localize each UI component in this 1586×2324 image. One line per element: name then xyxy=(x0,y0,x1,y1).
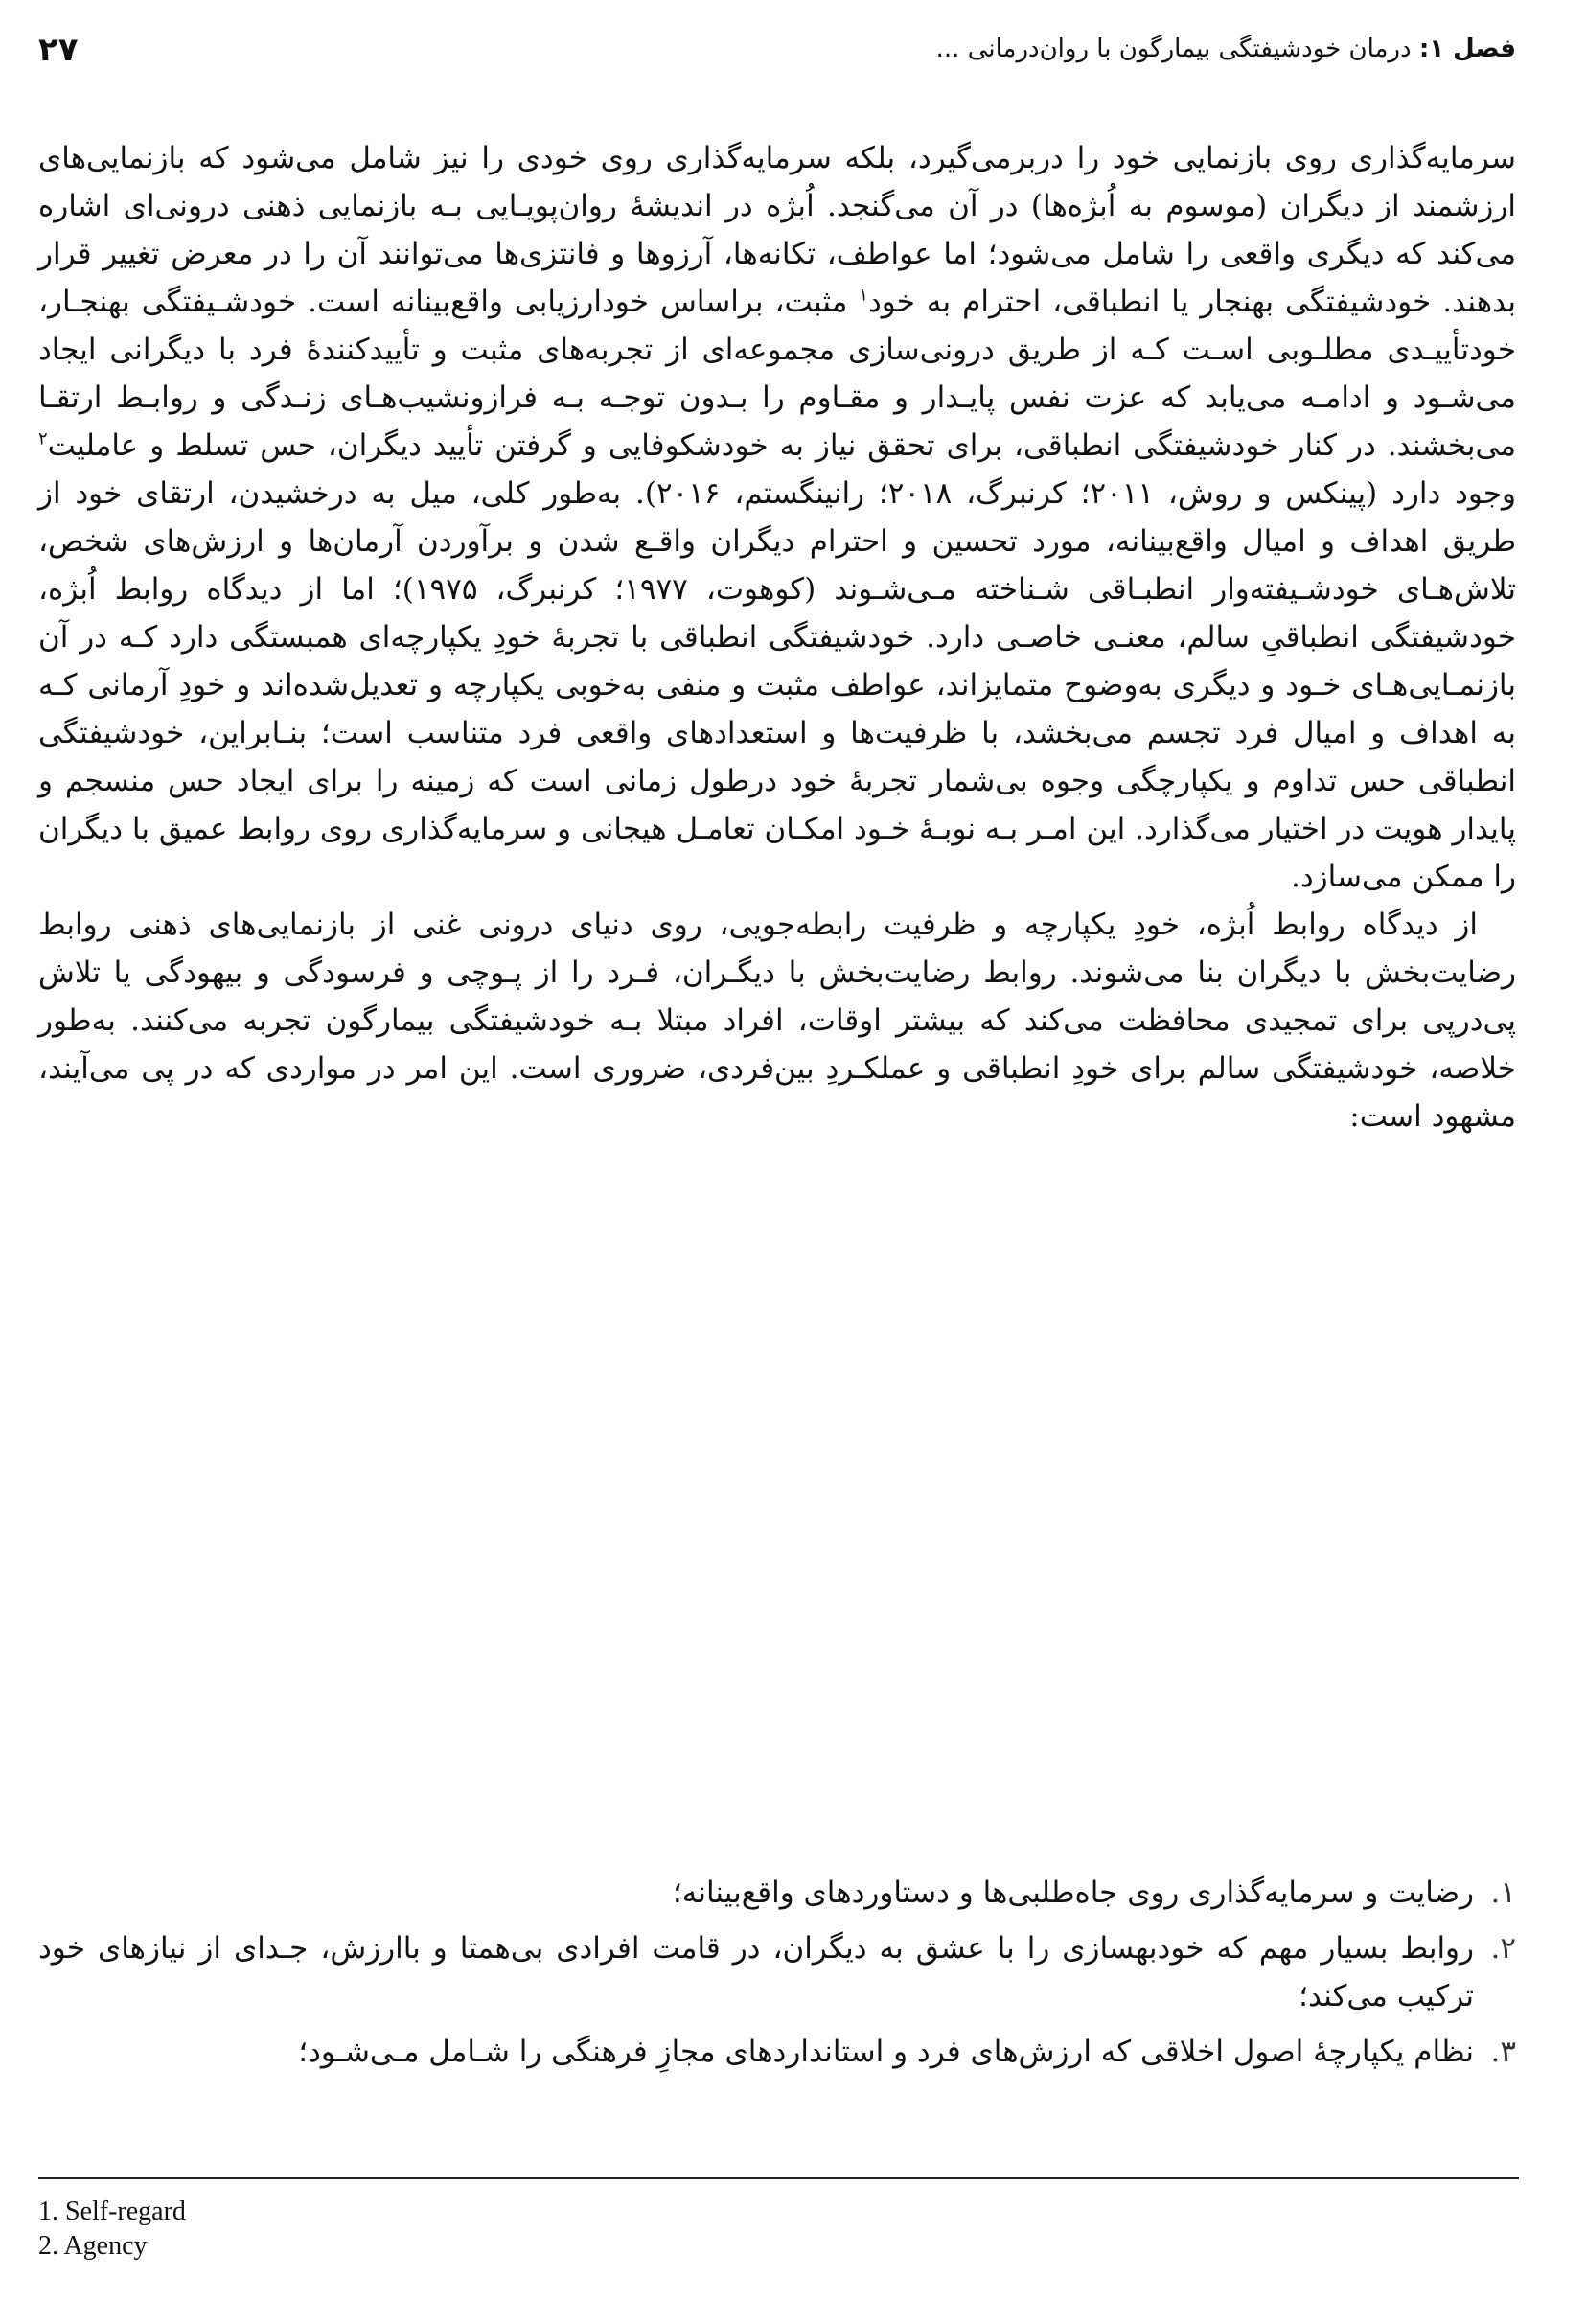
footnotes xyxy=(38,2195,805,2264)
chapter-title: درمان خودشیفتگی بیمارگون با روان‌درمانی ... xyxy=(935,35,1419,63)
footnote-2: 2. Agency xyxy=(38,2231,148,2261)
list-item-number: ۳. xyxy=(1490,2035,1516,2069)
list-item-text: روابط بسیار مهم که خودبهسازی را با عشق به دیگران، در قامت افرادی بی‌همتا و باارزش، جـدای از نیازهای خود ترکیب می‌کند؛ xyxy=(38,1931,1474,2013)
footnote-ref-1: ۱ xyxy=(859,285,868,306)
page-number: ۲۷ xyxy=(38,31,79,69)
list-item xyxy=(38,1924,1516,2020)
paragraph-1-part-c: وجود دارد (پینکس و روش، ۲۰۱۱؛ کرنبرگ، ۲۰۱۸؛ رانینگستم، ۲۰۱۶). به‌طور کلی، میل به درخشیدن، ارتقای خود از طریق اهداف و امیال واقع‌بینانه، مورد تحسین و احترام دیگران واقـع شدن و برآوردن آرمان‌ها و ارزش‌های شخص، تلاش‌هـای خودشـیفته‌وار انطبـاقی شـناخته مـی‌شـوند (کوهوت، ۱۹۷۷؛ کرنبرگ، ۱۹۷۵)؛ اما از دیدگاه روابط اُبژه، خودشیفتگی انطباقیِ سالم، معنـی خاصـی دارد. خودشیفتگی انطباقی با تجربهٔ خودِ یکپارچه‌ای همبستگی دارد کـه در آن بازنمـایی‌هـای خـود و دیگری به‌وضوح متمایزاند، عواطف مثبت و منفی به‌خوبی یکپارچه و تعدیل‌شده‌اند و خودِ آرمانی کـه به اهداف و امیال فرد تجسم می‌بخشد، با ظرفیت‌ها و استعدادهای واقعی فرد متناسب است؛ بنـابراین، خودشیفتگی انطباقی حس تداوم و یکپارچگی وجوه بی‌شمار تجربهٔ خود درطول زمانی است که زمینه را برای ایجاد حس منسجم و پایدار هویت در اختیار می‌گذارد. این امـر بـه نوبـهٔ خـود امکـان تعامـل هیجانی و سرمایه‌گذاری روی روابط عمیق با دیگران را ممکن می‌سازد. xyxy=(38,476,1517,894)
list-item xyxy=(38,1869,1516,1917)
footnote-ref-2: ۲ xyxy=(38,428,48,449)
paragraph-2: از دیدگاه روابط اُبژه، خودِ یکپارچه و ظرفیت رابطه‌جویی، روی دنیای درونی غنی از بازنمایی‌های ذهنی روابط رضایت‌بخش با دیگران بنا می‌شوند. روابط رضایت‌بخش با دیگـران، فـرد را از پـوچی و فرسودگی و بیهودگی یا تلاش پی‌درپی برای تمجیدی محافظت می‌کند که بیشتر اوقات، افراد مبتلا بـه خودشیفتگی بیمارگون تجربه می‌کنند. به‌طور خلاصه، خودشیفتگی سالم برای خودِ انطباقی و عملکـردِ بین‌فردی، ضروری است. این امر در مواردی که در پی می‌آیند، مشهود است: xyxy=(38,908,1516,1134)
numbered-list xyxy=(38,1869,1516,2083)
list-item xyxy=(38,2028,1516,2076)
paragraph-1-part-a: سرمایه‌گذاری روی بازنمایی خود را دربرمی‌گیرد، بلکه سرمایه‌گذاری روی خودی را نیز شامل می‌شود که بازنمایی‌های ارزشمند از دیگران (موسوم به اُبژه‌ها) در آن می‌گنجد. اُبژه در اندیشهٔ روان‌پویـایی بـه بازنمایی ذهنی درونی‌ای اشاره می‌کند که دیگری واقعی را شامل می‌شود؛ اما عواطف، تکانه‌ها، آرزوها و فانتزی‌ها می‌توانند آن را در معرض تغییر قرار بدهند. خودشیفتگی بهنجار یا انطباقی، احترام به خود xyxy=(38,141,1517,319)
paragraph-1 xyxy=(38,134,1516,901)
footnote-1: 1. Self-regard xyxy=(38,2197,186,2226)
list-item-text: رضایت و سرمایه‌گذاری روی جاه‌طلبی‌ها و دستاوردهای واقع‌بینانه؛ xyxy=(672,1875,1474,1910)
body-text xyxy=(38,134,1516,1140)
list-item-text: نظام یکپارچهٔ اصول اخلاقی که ارزش‌های فرد و استانداردهای مجازِ فرهنگی را شـامل مـی‌شـود؛ xyxy=(298,2035,1474,2069)
list-item-number: ۲. xyxy=(1490,1931,1516,1966)
footnote-divider xyxy=(38,2177,1519,2179)
running-header xyxy=(38,29,1516,77)
running-title xyxy=(936,35,1516,63)
paragraph-1-part-b: مثبت، براساس خودارزیابی واقع‌بینانه است. خودشـیفتگی بهنجـار، خودتأییـدی مطلـوبی اسـت کـه از طریق درونی‌سازی مجموعه‌ای از تجربه‌های مثبت و تأییدکنندهٔ فرد با دیگرانی ایجاد می‌شـود و ادامـه می‌یابد که عزت نفس پایـدار و مقـاوم را بـدون توجـه بـه فرازونشیب‌هـای زنـدگی و روابـط ارتقـا می‌بخشند. در کنار خودشیفتگی انطباقی، برای تحقق نیاز به خودشکوفایی و گرفتن تأیید دیگران، حس تسلط و عاملیت xyxy=(38,285,1516,463)
chapter-label: فصل ۱: xyxy=(1418,35,1516,63)
list-item-number: ۱. xyxy=(1490,1875,1516,1910)
